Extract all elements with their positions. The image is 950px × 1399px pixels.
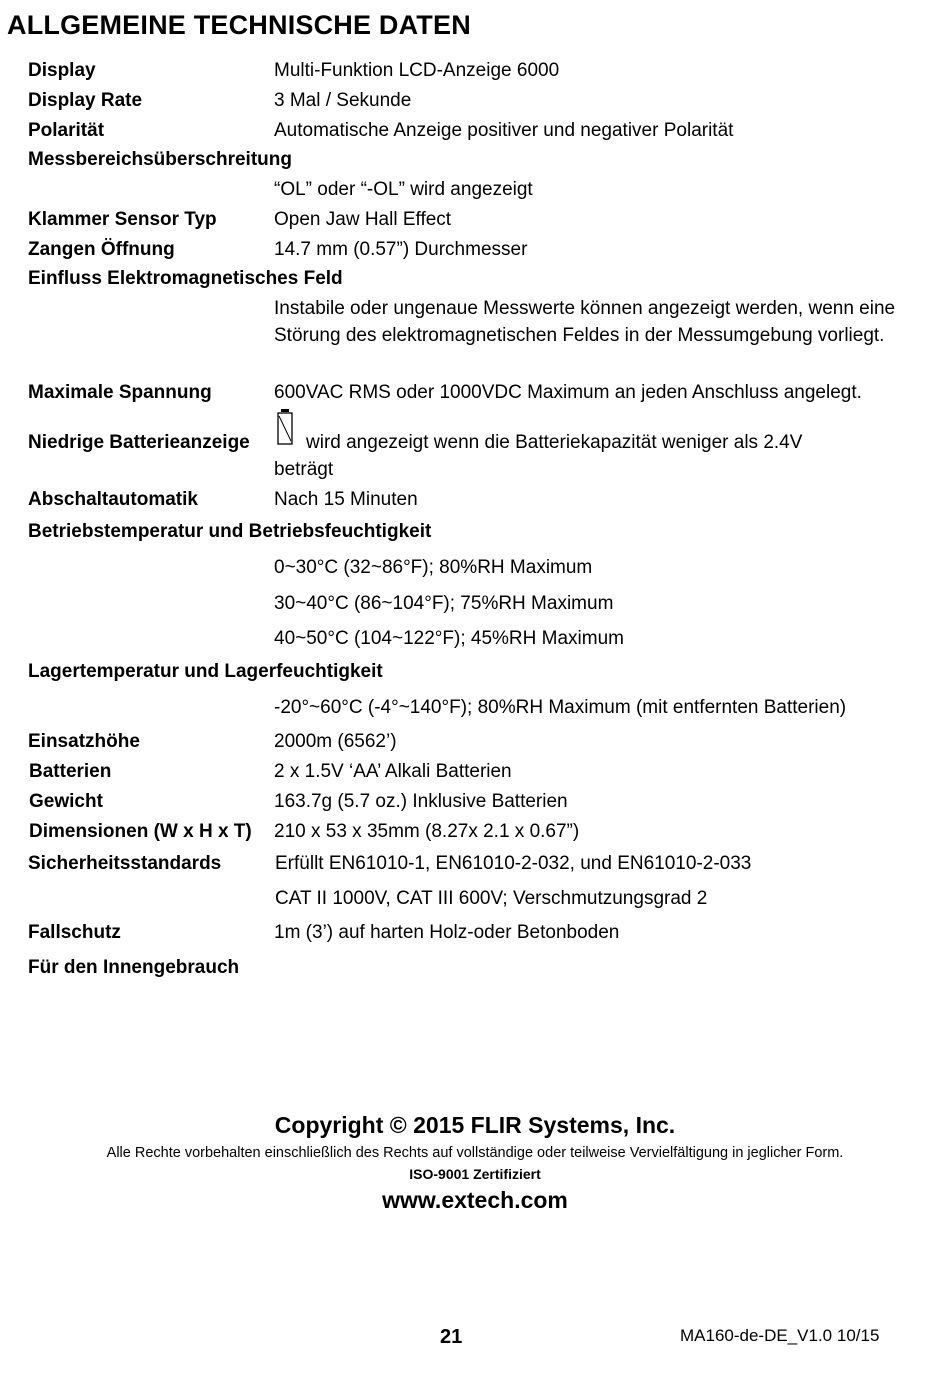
spec-value-jaw-opening: 14.7 mm (0.57”) Durchmesser <box>274 239 528 260</box>
spec-value-storage: -20°~60°C (-4°~140°F); 80%RH Maximum (mit entfernten Batterien) <box>274 697 847 718</box>
website-link[interactable]: www.extech.com <box>382 1187 568 1213</box>
spec-label-weight: Gewicht <box>29 791 103 812</box>
spec-label-display-rate: Display Rate <box>28 90 143 111</box>
spec-value-altitude: 2000m (6562’) <box>274 731 397 752</box>
spec-value-polarity: Automatische Anzeige positiver und negativer Polarität <box>274 120 734 141</box>
spec-value-safety-2: CAT II 1000V, CAT III 600V; Verschmutzungsgrad 2 <box>275 888 708 909</box>
spec-label-drop: Fallschutz <box>28 922 121 943</box>
low-battery-icon <box>277 408 293 446</box>
spec-label-batteries: Batterien <box>29 761 112 782</box>
spec-value-safety-1: Erfüllt EN61010-1, EN61010-2-032, und EN61010-2-033 <box>275 853 752 874</box>
spec-value-operating-2: 30~40°C (86~104°F); 75%RH Maximum <box>274 593 614 614</box>
spec-value-display: Multi-Funktion LCD-Anzeige 6000 <box>274 60 560 81</box>
spec-label-display: Display <box>28 60 96 81</box>
spec-label-over-range: Messbereichsüberschreitung <box>28 149 292 170</box>
spec-label-jaw-opening: Zangen Öffnung <box>28 239 175 260</box>
document-id: MA160-de-DE_V1.0 10/15 <box>680 1326 880 1345</box>
spec-label-auto-off: Abschaltautomatik <box>28 489 198 510</box>
spec-value-operating-1: 0~30°C (32~86°F); 80%RH Maximum <box>274 557 593 578</box>
spec-label-dimensions: Dimensionen (W x H x T) <box>29 821 252 842</box>
spec-value-emf: Instabile oder ungenaue Messwerte können angezeigt werden, wenn eine Störung des elektromagnetischen Feldes in der Messumgebung vorliegt. <box>274 298 896 346</box>
spec-label-low-battery: Niedrige Batterieanzeige <box>28 432 250 453</box>
page-title: ALLGEMEINE TECHNISCHE DATEN <box>7 10 471 40</box>
spec-value-auto-off: Nach 15 Minuten <box>274 489 418 510</box>
rights-text: Alle Rechte vorbehalten einschließlich des Rechts auf vollständige oder teilweise Vervielfältigung in jeglicher Form. <box>106 1145 844 1161</box>
spec-value-weight: 163.7g (5.7 oz.) Inklusive Batterien <box>274 791 568 812</box>
spec-value-low-battery-line2: beträgt <box>274 459 334 480</box>
spec-value-clamp-sensor: Open Jaw Hall Effect <box>274 209 452 230</box>
spec-label-altitude: Einsatzhöhe <box>28 731 140 752</box>
spec-label-max-voltage: Maximale Spannung <box>28 382 212 403</box>
spec-label-safety: Sicherheitsstandards <box>28 853 222 874</box>
spec-value-low-battery-line1: wird angezeigt wenn die Batteriekapazität weniger als 2.4V <box>306 432 803 453</box>
spec-value-max-voltage: 600VAC RMS oder 1000VDC Maximum an jeden Anschluss angelegt. <box>274 382 862 403</box>
iso-text: ISO-9001 Zertifiziert <box>409 1166 541 1182</box>
spec-value-drop: 1m (3’) auf harten Holz-oder Betonboden <box>274 922 620 943</box>
spec-label-operating: Betriebstemperatur und Betriebsfeuchtigkeit <box>28 521 432 542</box>
spec-label-clamp-sensor: Klammer Sensor Typ <box>28 209 217 230</box>
spec-label-polarity: Polarität <box>28 120 105 141</box>
spec-label-emf: Einfluss Elektromagnetisches Feld <box>28 268 343 289</box>
spec-label-indoor: Für den Innengebrauch <box>28 957 240 978</box>
page-number: 21 <box>440 1326 463 1348</box>
spec-label-storage: Lagertemperatur und Lagerfeuchtigkeit <box>28 661 383 682</box>
spec-value-batteries: 2 x 1.5V ‘AA’ Alkali Batterien <box>274 761 512 782</box>
spec-value-dimensions: 210 x 53 x 35mm (8.27x 2.1 x 0.67”) <box>274 821 580 842</box>
copyright-text: Copyright © 2015 FLIR Systems, Inc. <box>274 1112 676 1138</box>
spec-value-over-range: “OL” oder “-OL” wird angezeigt <box>274 179 533 200</box>
spec-value-operating-3: 40~50°C (104~122°F); 45%RH Maximum <box>274 628 624 649</box>
spec-value-display-rate: 3 Mal / Sekunde <box>274 90 412 111</box>
